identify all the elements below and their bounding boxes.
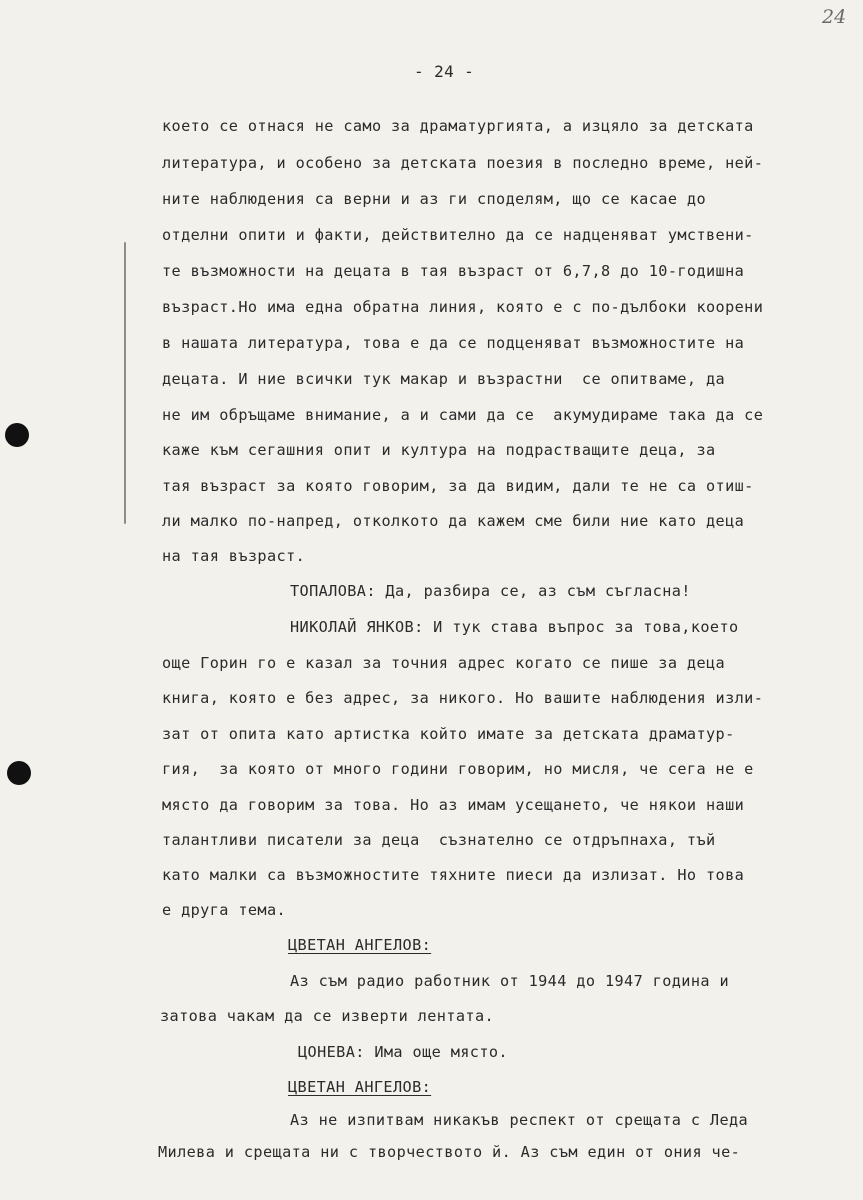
text-line: каже към сегашния опит и култура на подрастващите деца, за (162, 441, 716, 459)
text-line: Аз съм радио работник от 1944 до 1947 година и (290, 972, 730, 990)
margin-mark (124, 242, 126, 524)
text-line: затова чакам да се изверти лентата. (160, 1007, 495, 1025)
punch-hole (7, 761, 31, 785)
text-line: не им обръщаме внимание, а и сами да се акумудираме така да се (162, 406, 764, 424)
text-line: на тая възраст. (162, 547, 306, 565)
speaker-line-yankov: НИКОЛАЙ ЯНКОВ: И тук става въпрос за това,което (290, 618, 739, 636)
text-line: е друга тема. (162, 901, 287, 919)
text-line: те възможности на децата в тая възраст от 6,7,8 до 10-годишна (162, 262, 745, 280)
text-line: Аз не изпитвам никакъв респект от срещата с Леда (290, 1111, 749, 1129)
text-line: Милева и срещата ни с творчеството й. Аз съм един от ония че- (158, 1143, 741, 1161)
speaker-heading-angelov: ЦВЕТАН АНГЕЛОВ: (288, 1078, 432, 1096)
text-line: зат от опита като артистка който имате за детската драматур- (162, 725, 735, 743)
speaker-heading-angelov: ЦВЕТАН АНГЕЛОВ: (288, 936, 432, 954)
text-line: като малки са възможностите тяхните пиеси да излизат. Но това (162, 866, 745, 884)
text-line: в нашата литература, това е да се подценяват възможностите на (162, 334, 745, 352)
text-line: ните наблюдения са верни и аз ги споделям, що се касае до (162, 190, 706, 208)
handwritten-page-number: 24 (822, 6, 847, 28)
text-line: талантливи писатели за деца съзнателно се отдръпнаха, тъй (162, 831, 716, 849)
text-line: възраст.Но има една обратна линия, която е с по-дълбоки коорени (162, 298, 764, 316)
text-line: което се отнася не само за драматургията, а изцяло за детската (162, 117, 754, 135)
speaker-line-coneva: ЦОНЕВА: Има още място. (298, 1043, 508, 1061)
text-line: ли малко по-напред, отколкото да кажем сме били ние като деца (162, 512, 745, 530)
text-line: децата. И ние всички тук макар и възрастни се опитваме, да (162, 370, 726, 388)
text-line: гия, за която от много години говорим, но мисля, че сега не е (162, 760, 754, 778)
punch-hole (5, 423, 29, 447)
page-number: - 24 - (414, 62, 475, 81)
text-line: още Горин го е казал за точния адрес когато се пише за деца (162, 654, 726, 672)
text-line: литература, и особено за детската поезия в последно време, ней- (162, 154, 764, 172)
text-line: място да говорим за това. Но аз имам усещането, че някои наши (162, 796, 745, 814)
text-line: отделни опити и факти, действително да се надценяват умствени- (162, 226, 754, 244)
speaker-line-topalova: ТОПАЛОВА: Да, разбира се, аз съм съгласна! (290, 582, 691, 600)
text-line: книга, която е без адрес, за никого. Но вашите наблюдения изли- (162, 689, 764, 707)
text-line: тая възраст за която говорим, за да видим, дали те не са отиш- (162, 477, 754, 495)
